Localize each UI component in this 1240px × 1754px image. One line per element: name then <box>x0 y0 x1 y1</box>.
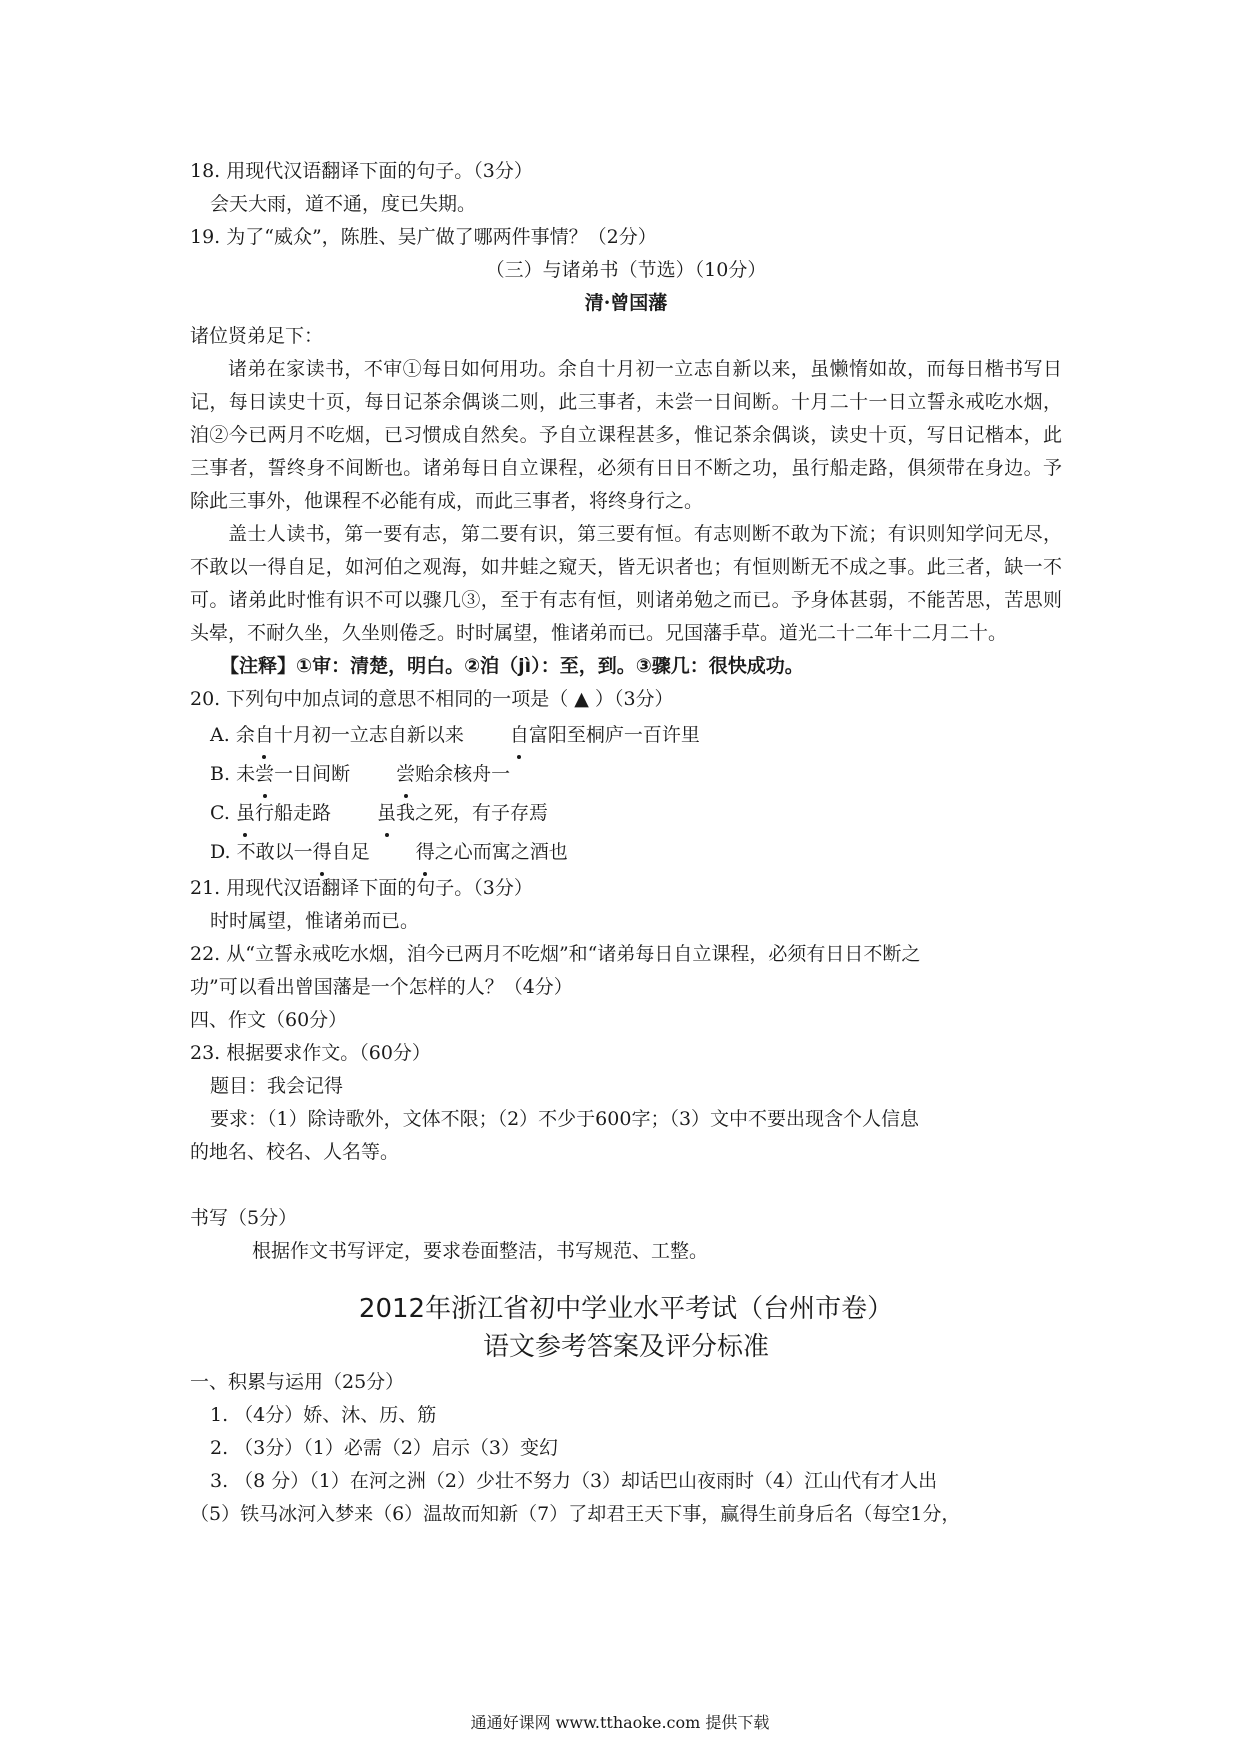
essay-requirements-line-1: 要求：（1）除诗歌外，文体不限；（2）不少于600字；（3）文中不要出现含个人信息 <box>210 1108 920 1130</box>
question-19: 19. 为了“威众”，陈胜、吴广做了哪两件事情？（2分） <box>190 226 657 248</box>
letter-paragraph-1: 诸弟在家读书，不审①每日如何用功。余自十月初一立志自新以来，虽懒惰如故，而每日楷书写日记，每日读史十页，每日记茶余偶谈二则，此三事者，未尝一日间断。十月二十一日立誓永戒吃水烟，洎②今已两月不吃烟，已习惯成自然矣。予自立课程甚多，惟记茶余偶谈，读史十页，写日记楷本，此三事者，誓终身不间断也。诸弟每日自立课程，必须有日日不断之功，虽行船走路，俱须带在身边。予除此三事外，他课程不必能有成，而此三事者，将终身行之。 <box>190 358 1062 512</box>
question-23: 23. 根据要求作文。（60分） <box>190 1042 431 1064</box>
question-18: 18. 用现代汉语翻译下面的句子。（3分） <box>190 160 533 182</box>
page-footer: 通通好课网 www.tthaoke.com 提供下载 <box>470 1713 770 1732</box>
essay-topic: 题目：我会记得 <box>210 1075 344 1097</box>
letter-greeting: 诸位贤弟足下： <box>190 325 324 347</box>
document-body <box>190 155 1062 1531</box>
dotted-word: 得 <box>416 833 435 872</box>
answer-title-line-2: 语文参考答案及评分标准 <box>482 1332 769 1362</box>
dotted-word: 尝 <box>255 755 274 794</box>
answer-2: 2. （3分）（1）必需（2）启示（3）变幻 <box>210 1437 559 1459</box>
option-d: D. 不敢以一得自足 得之心而寓之酒也 <box>190 833 1062 872</box>
dotted-word: 自 <box>510 716 529 755</box>
writing-title: 书写（5分） <box>190 1207 298 1229</box>
question-20: 20. 下列句中加点词的意思不相同的一项是（ ▲ ）（3分） <box>190 688 674 710</box>
essay-requirements-line-2: 的地名、校名、人名等。 <box>190 1141 400 1163</box>
option-label: D. <box>210 841 231 863</box>
answer-3-line-1: 3. （8 分）（1）在河之洲（2）少壮不努力（3）却话巴山夜雨时（4）江山代有才人出 <box>210 1470 938 1492</box>
dotted-word: 得 <box>313 833 332 872</box>
answers-section-title: 一、积累与运用（25分） <box>190 1371 405 1393</box>
annotation-notes: 【注释】①审：清楚，明白。②洎（jì）：至，到。③骤几：很快成功。 <box>220 655 804 677</box>
option-label: B. <box>210 763 231 785</box>
question-20-options <box>190 716 1062 872</box>
section-3-author: 清·曾国藩 <box>584 292 668 314</box>
writing-text: 根据作文书写评定，要求卷面整洁，书写规范、工整。 <box>252 1240 709 1262</box>
answer-1: 1. （4分）娇、沐、历、筋 <box>210 1404 437 1426</box>
letter-paragraph-2: 盖士人读书，第一要有志，第二要有识，第三要有恒。有志则断不敢为下流；有识则知学问无尽，不敢以一得自足，如河伯之观海，如井蛙之窥天，皆无识者也；有恒则断无不成之事。此三者，缺一不可。诸弟此时惟有识不可以骤几③，至于有志有恒，则诸弟勉之而已。予身体甚弱，不能苦思，苦思则头晕，不耐久坐，久坐则倦乏。时时属望，惟诸弟而已。兄国藩手草。道光二十二年十二月二十。 <box>190 523 1062 644</box>
answer-3-line-2: （5）铁马冰河入梦来（6）温故而知新（7）了却君王天下事，赢得生前身后名（每空1分， <box>190 1503 961 1525</box>
question-22-line-1: 22. 从“立誓永戒吃水烟，洎今已两月不吃烟”和“诸弟每日自立课程，必须有日日不断之 <box>190 943 921 965</box>
section-3-title: （三）与诸弟书（节选）（10分） <box>485 259 767 281</box>
dotted-word: 虽 <box>236 794 255 833</box>
option-a: A. 余自十月初一立志自新以来 自富阳至桐庐一百许里 <box>190 716 1062 755</box>
question-21-sentence: 时时属望，惟诸弟而已。 <box>210 910 420 932</box>
question-18-sentence: 会天大雨，道不通，度已失期。 <box>210 193 477 215</box>
question-22-line-2: 功”可以看出曾国藩是一个怎样的人？（4分） <box>190 976 573 998</box>
option-label: A. <box>210 724 230 746</box>
option-c: C. 虽行船走路 虽我之死，有子存焉 <box>190 794 1062 833</box>
section-4-title: 四、作文（60分） <box>190 1009 348 1031</box>
option-b: B. 未尝一日间断 尝贻余核舟一 <box>190 755 1062 794</box>
answer-title-line-1: 2012年浙江省初中学业水平考试（台州市卷） <box>358 1294 894 1324</box>
question-21: 21. 用现代汉语翻译下面的句子。（3分） <box>190 877 533 899</box>
dotted-word: 虽 <box>377 794 396 833</box>
dotted-word: 尝 <box>396 755 415 794</box>
option-label: C. <box>210 802 230 824</box>
dotted-word: 自 <box>255 716 274 755</box>
